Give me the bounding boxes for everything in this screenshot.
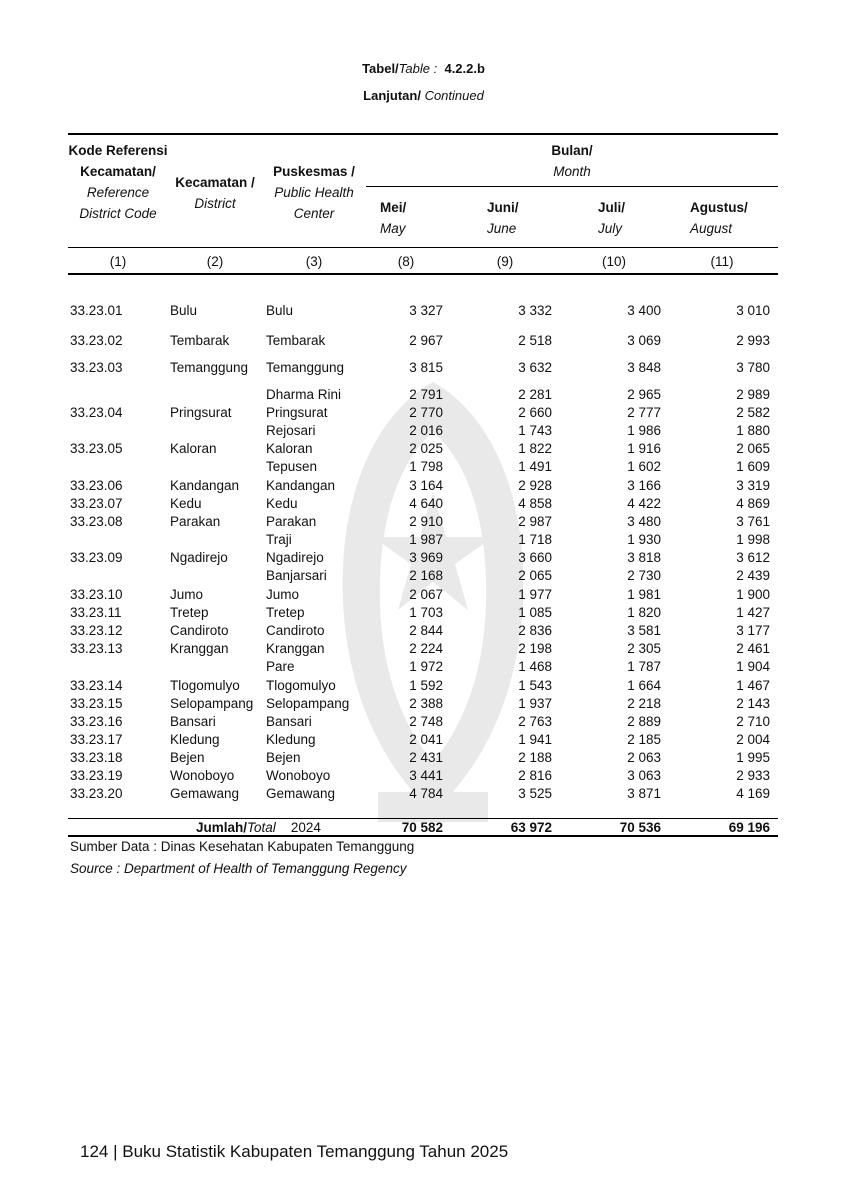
cell-month-value: 3 660	[518, 550, 552, 565]
cell-month-value: 1 995	[736, 750, 770, 765]
header-district: Kecamatan / District	[175, 175, 255, 211]
cell-month-value: 2 836	[518, 623, 552, 638]
cell-month-value: 3 327	[409, 303, 443, 318]
cell-month-value: 1 916	[627, 441, 661, 456]
cell-month-value: 3 441	[409, 768, 443, 783]
cell-month-value: 2 431	[409, 750, 443, 765]
cell-month-value: 2 889	[627, 714, 661, 729]
month-rule	[366, 186, 778, 187]
cell-center: Pare	[266, 659, 295, 674]
cell-code: 33.23.02	[70, 333, 123, 348]
cell-center: Temanggung	[266, 360, 345, 375]
cell-month-value: 3 818	[627, 550, 661, 565]
cell-code: 33.23.11	[70, 605, 122, 620]
cell-month-value: 3 166	[627, 478, 661, 493]
total-june: 63 972	[510, 820, 552, 835]
cell-district: Temanggung	[170, 360, 249, 375]
cell-code: 33.23.05	[70, 441, 123, 456]
cell-month-value: 1 543	[518, 678, 552, 693]
cell-month-value: 4 869	[736, 496, 770, 511]
cell-month-value: 3 612	[736, 550, 770, 565]
cell-month-value: 2 710	[736, 714, 770, 729]
cell-month-value: 3 069	[627, 333, 661, 348]
colnum-rule	[68, 273, 778, 275]
cell-code: 33.23.06	[70, 478, 123, 493]
table-title: Tabel/Table : 4.2.2.b	[362, 61, 485, 76]
cell-center: Rejosari	[266, 423, 316, 438]
cell-month-value: 3 871	[627, 786, 661, 801]
cell-month-value: 3 332	[518, 303, 552, 318]
cell-month-value: 1 937	[518, 696, 552, 711]
cell-month-value: 2 910	[409, 514, 443, 529]
cell-code: 33.23.04	[70, 405, 123, 420]
cell-district: Bansari	[170, 714, 216, 729]
cell-month-value: 1 491	[518, 459, 552, 474]
cell-code: 33.23.12	[70, 623, 123, 638]
cell-district: Parakan	[170, 514, 221, 529]
colnum-2: (2)	[206, 254, 224, 269]
top-rule	[68, 133, 778, 135]
cell-month-value: 1 467	[736, 678, 770, 693]
cell-month-value: 1 981	[627, 587, 661, 602]
cell-month-value: 2 993	[736, 333, 770, 348]
cell-month-value: 1 703	[409, 605, 443, 620]
cell-month-value: 2 388	[409, 696, 443, 711]
cell-center: Tepusen	[266, 459, 318, 474]
cell-code: 33.23.08	[70, 514, 123, 529]
cell-month-value: 2 989	[736, 387, 770, 402]
page-footer: 124 | Buku Statistik Kabupaten Temanggung Tahun 2025	[80, 1142, 509, 1161]
cell-month-value: 4 169	[736, 786, 770, 801]
cell-month-value: 2 224	[409, 641, 443, 656]
cell-district: Pringsurat	[170, 405, 232, 420]
cell-district: Kedu	[170, 496, 202, 511]
cell-month-value: 2 844	[409, 623, 443, 638]
cell-code: 33.23.03	[70, 360, 123, 375]
cell-month-value: 3 480	[627, 514, 661, 529]
colnum-10: (10)	[601, 254, 626, 269]
cell-month-value: 3 400	[627, 303, 661, 318]
cell-month-value: 4 640	[409, 496, 443, 511]
cell-month-value: 2 582	[736, 405, 770, 420]
cell-month-value: 2 143	[736, 696, 770, 711]
cell-month-value: 1 718	[518, 532, 552, 547]
cell-district: Tembarak	[170, 333, 230, 348]
cell-center: Wonoboyo	[266, 768, 331, 783]
cell-district: Tretep	[170, 605, 209, 620]
cell-center: Tembarak	[266, 333, 326, 348]
cell-center: Banjarsari	[266, 568, 327, 583]
header-health-center: Puskesmas / Public Health Center	[273, 164, 355, 221]
cell-center: Kandangan	[266, 478, 336, 493]
cell-center: Gemawang	[266, 786, 336, 801]
cell-month-value: 2 065	[518, 568, 552, 583]
cell-month-value: 1 880	[736, 423, 770, 438]
total-label: Jumlah/Total 2024	[196, 820, 321, 835]
table-subtitle: Lanjutan/ Continued	[363, 88, 484, 103]
cell-month-value: 1 941	[518, 732, 552, 747]
cell-month-value: 1 904	[736, 659, 770, 674]
cell-month-value: 2 305	[627, 641, 661, 656]
source-en: Source : Department of Health of Temanggung Regency	[70, 861, 407, 876]
cell-month-value: 3 815	[409, 360, 443, 375]
cell-center: Parakan	[266, 514, 317, 529]
cell-month-value: 1 977	[518, 587, 552, 602]
cell-month-value: 3 848	[627, 360, 661, 375]
cell-month-value: 2 185	[627, 732, 661, 747]
cell-month-value: 2 004	[736, 732, 770, 747]
cell-month-value: 1 998	[736, 532, 770, 547]
cell-center: Bulu	[266, 303, 294, 318]
cell-month-value: 2 198	[518, 641, 552, 656]
cell-month-value: 1 609	[736, 459, 770, 474]
cell-code: 33.23.01	[70, 303, 123, 318]
cell-code: 33.23.14	[70, 678, 123, 693]
header-july: Juli/ July	[598, 200, 626, 236]
cell-district: Kaloran	[170, 441, 217, 456]
cell-month-value: 1 664	[627, 678, 661, 693]
cell-center: Jumo	[266, 587, 300, 602]
cell-center: Traji	[266, 532, 292, 547]
cell-district: Bejen	[170, 750, 205, 765]
cell-code: 33.23.16	[70, 714, 123, 729]
colnum-9: (9)	[496, 254, 514, 269]
cell-center: Candiroto	[266, 623, 325, 638]
cell-month-value: 4 784	[409, 786, 443, 801]
cell-code: 33.23.18	[70, 750, 123, 765]
source-id: Sumber Data : Dinas Kesehatan Kabupaten Temanggung	[70, 839, 415, 854]
cell-code: 33.23.20	[70, 786, 123, 801]
cell-center: Kedu	[266, 496, 298, 511]
cell-month-value: 1 987	[409, 532, 443, 547]
cell-month-value: 2 025	[409, 441, 443, 456]
cell-month-value: 3 063	[627, 768, 661, 783]
cell-district: Wonoboyo	[170, 768, 235, 783]
cell-month-value: 1 930	[627, 532, 661, 547]
cell-month-value: 2 791	[409, 387, 443, 402]
cell-month-value: 4 422	[627, 496, 661, 511]
cell-district: Candiroto	[170, 623, 229, 638]
cell-code: 33.23.10	[70, 587, 123, 602]
cell-month-value: 2 065	[736, 441, 770, 456]
cell-month-value: 2 439	[736, 568, 770, 583]
cell-month-value: 2 168	[409, 568, 443, 583]
cell-month-value: 2 041	[409, 732, 443, 747]
cell-month-value: 1 427	[736, 605, 770, 620]
cell-month-value: 1 602	[627, 459, 661, 474]
header-august: Agustus/ August	[690, 200, 748, 236]
cell-center: Tretep	[266, 605, 305, 620]
cell-month-value: 3 010	[736, 303, 770, 318]
cell-code: 33.23.07	[70, 496, 123, 511]
cell-center: Pringsurat	[266, 405, 328, 420]
cell-month-value: 1 972	[409, 659, 443, 674]
cell-district: Tlogomulyo	[170, 678, 240, 693]
cell-center: Bansari	[266, 714, 312, 729]
cell-district: Kledung	[170, 732, 220, 747]
cell-code: 33.23.15	[70, 696, 123, 711]
colnum-11: (11)	[710, 254, 734, 269]
total-august: 69 196	[728, 820, 770, 835]
cell-code: 33.23.09	[70, 550, 123, 565]
cell-month-value: 2 281	[518, 387, 552, 402]
cell-month-value: 1 468	[518, 659, 552, 674]
cell-month-value: 2 218	[627, 696, 661, 711]
total-may: 70 582	[401, 820, 443, 835]
cell-code: 33.23.17	[70, 732, 123, 747]
cell-month-value: 1 743	[518, 423, 552, 438]
cell-center: Tlogomulyo	[266, 678, 336, 693]
cell-month-value: 1 085	[518, 605, 552, 620]
cell-month-value: 2 067	[409, 587, 443, 602]
cell-month-value: 2 660	[518, 405, 552, 420]
cell-month-value: 2 063	[627, 750, 661, 765]
cell-district: Kranggan	[170, 641, 229, 656]
cell-month-value: 3 525	[518, 786, 552, 801]
colnum-8: (8)	[397, 254, 415, 269]
cell-district: Bulu	[170, 303, 198, 318]
cell-month-value: 2 967	[409, 333, 443, 348]
cell-district: Ngadirejo	[170, 550, 228, 565]
cell-month-value: 2 928	[518, 478, 552, 493]
cell-month-value: 3 780	[736, 360, 770, 375]
cell-center: Selopampang	[266, 696, 350, 711]
cell-month-value: 4 858	[518, 496, 552, 511]
cell-month-value: 2 461	[736, 641, 770, 656]
cell-month-value: 3 164	[409, 478, 443, 493]
cell-month-value: 2 763	[518, 714, 552, 729]
cell-month-value: 2 730	[627, 568, 661, 583]
cell-month-value: 1 798	[409, 459, 443, 474]
cell-month-value: 2 987	[518, 514, 552, 529]
cell-month-value: 2 518	[518, 333, 552, 348]
cell-district: Selopampang	[170, 696, 254, 711]
cell-district: Jumo	[170, 587, 204, 602]
header-month: Bulan/ Month	[551, 143, 593, 179]
cell-month-value: 2 777	[627, 405, 661, 420]
colnum-1: (1)	[109, 254, 127, 269]
cell-month-value: 3 969	[409, 550, 443, 565]
cell-month-value: 1 900	[736, 587, 770, 602]
cell-center: Dharma Rini	[266, 387, 342, 402]
cell-month-value: 3 177	[736, 623, 770, 638]
cell-month-value: 1 592	[409, 678, 443, 693]
cell-month-value: 2 748	[409, 714, 443, 729]
cell-code: 33.23.19	[70, 768, 123, 783]
cell-month-value: 1 986	[627, 423, 661, 438]
cell-month-value: 3 632	[518, 360, 552, 375]
cell-center: Kledung	[266, 732, 316, 747]
cell-month-value: 1 822	[518, 441, 552, 456]
cell-month-value: 1 820	[627, 605, 661, 620]
cell-district: Gemawang	[170, 786, 240, 801]
cell-month-value: 2 016	[409, 423, 443, 438]
cell-month-value: 3 761	[736, 514, 770, 529]
header-may: Mei/ May	[380, 200, 407, 236]
cell-center: Bejen	[266, 750, 301, 765]
cell-district: Kandangan	[170, 478, 240, 493]
header-district-code: Kode Referensi Kecamatan/ Reference District Code	[68, 143, 168, 221]
cell-center: Ngadirejo	[266, 550, 324, 565]
cell-month-value: 2 188	[518, 750, 552, 765]
cell-month-value: 2 933	[736, 768, 770, 783]
total-july: 70 536	[619, 820, 661, 835]
cell-center: Kranggan	[266, 641, 325, 656]
cell-month-value: 3 319	[736, 478, 770, 493]
cell-month-value: 3 581	[627, 623, 661, 638]
header-rule	[68, 247, 778, 248]
cell-month-value: 2 770	[409, 405, 443, 420]
header-june: Juni/ June	[487, 200, 519, 236]
cell-month-value: 2 965	[627, 387, 661, 402]
cell-month-value: 1 787	[627, 659, 661, 674]
cell-code: 33.23.13	[70, 641, 123, 656]
cell-center: Kaloran	[266, 441, 313, 456]
cell-month-value: 2 816	[518, 768, 552, 783]
colnum-3: (3)	[305, 254, 323, 269]
